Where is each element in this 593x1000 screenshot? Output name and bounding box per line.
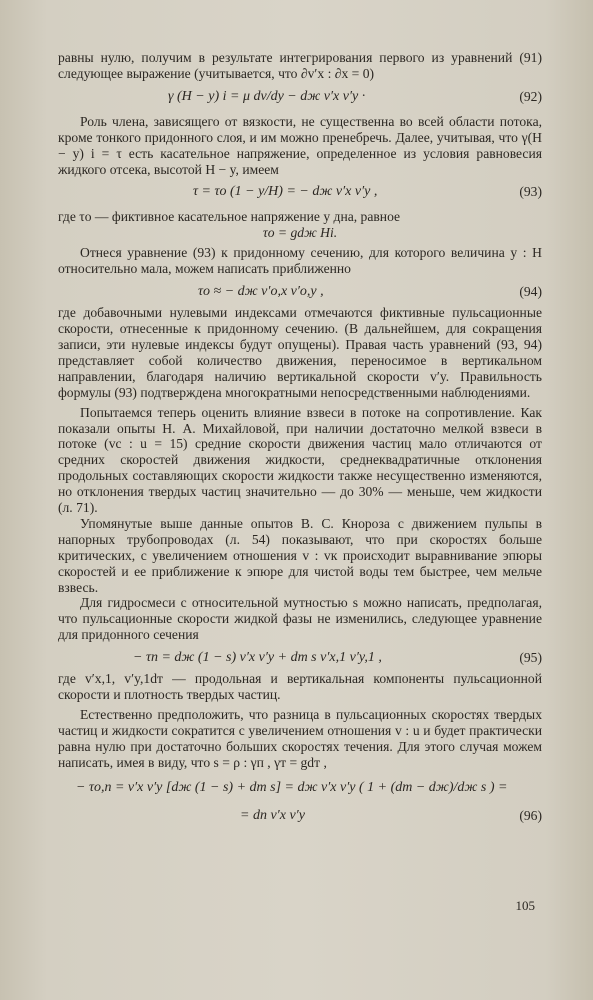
equation-tau0: τо = gdж Hi. (262, 225, 338, 241)
paragraph-4: Отнеся уравнение (93) к придонному сечению, для которого величина y : H относительно мала, можем написать приближенно (58, 245, 542, 277)
equation-92-formula: γ (H − y) i = μ dv/dy − dж v′x v′y · (168, 88, 366, 104)
equation-94-number: (94) (519, 284, 542, 300)
paragraph-7: Упомянутые выше данные опытов В. С. Кнороза с движением пульпы в напорных трубопроводах (л. 54) показывают, что при скоростях больше критических, с увеличением отношения v : vк происходит выравнивание эпюры скоростей и ее приближение к эпюре для чистой воды тем быстрее, чем мельче взвесь. (58, 515, 542, 595)
page-number: 105 (515, 898, 535, 913)
equation-93 (58, 181, 542, 205)
paragraph-2: Роль члена, зависящего от вязкости, не существенна во всей области потока, кроме тонкого придонного слоя, и им можно пренебречь. Далее, учитывая, что γ(H − y) i = τ есть касательное напряжение, определенное из условия равновесия жидкого отсека, высотой H − y, имеем (58, 113, 542, 177)
paragraph-5: где добавочными нулевыми индексами отмечаются фиктивные пульсационные скорости, отнесенные к придонному сечению. (В дальнейшем, для сокращения записи, эти нулевые индексы будут опущены). Правая часть уравнений (93, 94) представляет собой количество движения, переносимое в вертикальном направлении, благодаря наличию вертикальной скорости v′y. Правильность формулы (93) подтверждена многократными непосредственными наблюдениями. (58, 305, 542, 400)
paragraph-9: где v′x,1, v′y,1dт — продольная и вертикальная компоненты пульсационной скорости и плотность твердых частиц. (58, 671, 542, 703)
equation-94 (58, 281, 542, 305)
text-column (58, 50, 542, 829)
paragraph-3: где τо — фиктивное касательное напряжение у дна, равное (58, 209, 401, 225)
equation-96-line1 (58, 777, 542, 801)
equation-96-number: (96) (519, 807, 542, 823)
equation-93-formula: τ = τо (1 − y/H) = − dж v′x v′y , (193, 184, 378, 200)
equation-96-formula-1: − τо,п = v′x v′y [dж (1 − s) + dт s] = dж v′x v′y ( 1 + (dт − dж)/dж s ) = (76, 779, 508, 795)
equation-94-formula: τо ≈ − dж v′о,x v′о,y , (198, 284, 324, 300)
paragraph-10: Естественно предположить, что разница в пульсационных скоростях твердых частиц и жидкости сократится с увеличением отношения v : u и будет практически равна нулю при достаточно больших скоростях течения. Для этого случая можем написать, имея в виду, что s = ρ : γп , γт = gdт , (58, 707, 542, 770)
equation-96-formula-2: = dп v′x v′y (240, 807, 305, 823)
paragraph-1: равны нулю, получим в результате интегрирования первого из уравнений (91) следующее выражение (учитывается, что ∂v′x : ∂x = 0) (58, 50, 542, 81)
paragraph-8: Для гидросмеси с относительной мутностью s можно написать, предполагая, что пульсационные скорости жидкой фазы не изменились, следующее уравнение для придонного сечения (58, 595, 542, 643)
equation-92 (58, 86, 542, 110)
paragraph-6: Попытаемся теперь оценить влияние взвеси в потоке на сопротивление. Как показали опыты Н. А. Михайловой, при наличии достаточно мелкой взвеси в потоке (vс : u = 15) средние скорости движения частиц мало отличаются от средних скоростей движения жидкости, среднеквадратичные отклонения продольных составляющих скорости жидкости также несущественно изменяются, но отклонения твердых частиц значительно — до 30% — меньше, чем жидкости (л. 71). (58, 404, 542, 516)
equation-96-line2 (58, 805, 542, 829)
equation-92-number: (92) (519, 88, 542, 104)
equation-95-formula: − τп = dж (1 − s) v′x v′y + dт s v′x,1 v′y,1 , (133, 650, 382, 666)
equation-93-number: (93) (519, 184, 542, 200)
equation-95-number: (95) (519, 650, 542, 666)
equation-95 (58, 647, 542, 671)
